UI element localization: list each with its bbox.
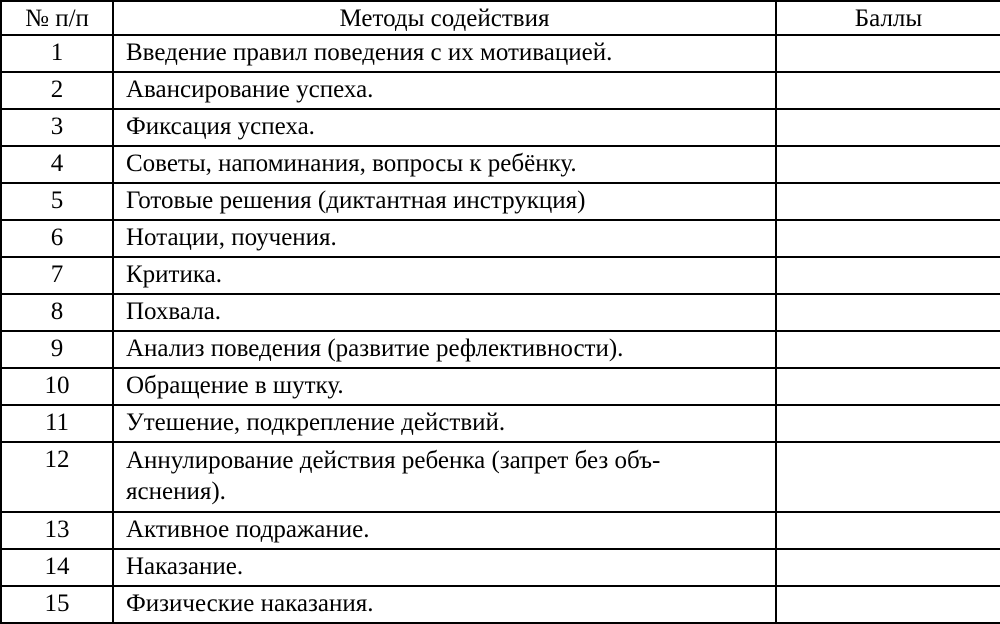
header-score: Баллы [776, 1, 1000, 35]
table-row [1, 146, 1000, 183]
row-method: Активное подражание. [113, 512, 776, 549]
row-method [113, 442, 776, 512]
row-score-cell[interactable] [776, 183, 1000, 220]
row-method: Анализ поведения (развитие рефлективности). [113, 331, 776, 368]
row-score-cell[interactable] [776, 549, 1000, 586]
row-number: 11 [1, 405, 113, 442]
row-method: Введение правил поведения с их мотивацией. [113, 35, 776, 72]
header-method: Методы содействия [113, 1, 776, 35]
row-method: Критика. [113, 257, 776, 294]
row-score-cell[interactable] [776, 405, 1000, 442]
row-score-cell[interactable] [776, 72, 1000, 109]
table-row [1, 442, 1000, 512]
row-method-line-1: Аннулирование действия ребенка (запрет без объ- [126, 447, 661, 474]
table-row [1, 183, 1000, 220]
row-method: Обращение в шутку. [113, 368, 776, 405]
row-number: 7 [1, 257, 113, 294]
row-method: Нотации, поучения. [113, 220, 776, 257]
table-row [1, 549, 1000, 586]
row-score-cell[interactable] [776, 35, 1000, 72]
row-number: 9 [1, 331, 113, 368]
table-row [1, 368, 1000, 405]
row-method: Советы, напоминания, вопросы к ребёнку. [113, 146, 776, 183]
row-score-cell[interactable] [776, 368, 1000, 405]
row-number: 12 [1, 442, 113, 512]
row-method-line-2: яснения). [126, 478, 226, 505]
row-number: 13 [1, 512, 113, 549]
row-method: Наказание. [113, 549, 776, 586]
row-number: 6 [1, 220, 113, 257]
table-row [1, 220, 1000, 257]
table-header-row [1, 1, 1000, 35]
table-row [1, 294, 1000, 331]
table-row [1, 109, 1000, 146]
row-score-cell[interactable] [776, 109, 1000, 146]
row-score-cell[interactable] [776, 146, 1000, 183]
row-score-cell[interactable] [776, 294, 1000, 331]
row-method: Физические наказания. [113, 586, 776, 623]
row-score-cell[interactable] [776, 331, 1000, 368]
row-method: Утешение, подкрепление действий. [113, 405, 776, 442]
table-row [1, 72, 1000, 109]
row-score-cell[interactable] [776, 442, 1000, 512]
row-method: Готовые решения (диктантная инструкция) [113, 183, 776, 220]
row-number: 3 [1, 109, 113, 146]
table-row [1, 405, 1000, 442]
table-row [1, 331, 1000, 368]
row-method: Похвала. [113, 294, 776, 331]
row-number: 15 [1, 586, 113, 623]
row-method: Фиксация успеха. [113, 109, 776, 146]
header-number: № п/п [1, 1, 113, 35]
table-row [1, 257, 1000, 294]
row-score-cell[interactable] [776, 220, 1000, 257]
row-number: 5 [1, 183, 113, 220]
row-score-cell[interactable] [776, 257, 1000, 294]
row-number: 10 [1, 368, 113, 405]
row-number: 8 [1, 294, 113, 331]
row-score-cell[interactable] [776, 512, 1000, 549]
row-number: 2 [1, 72, 113, 109]
row-number: 1 [1, 35, 113, 72]
table-row [1, 35, 1000, 72]
row-number: 14 [1, 549, 113, 586]
row-method: Авансирование успеха. [113, 72, 776, 109]
row-number: 4 [1, 146, 113, 183]
table-row [1, 512, 1000, 549]
